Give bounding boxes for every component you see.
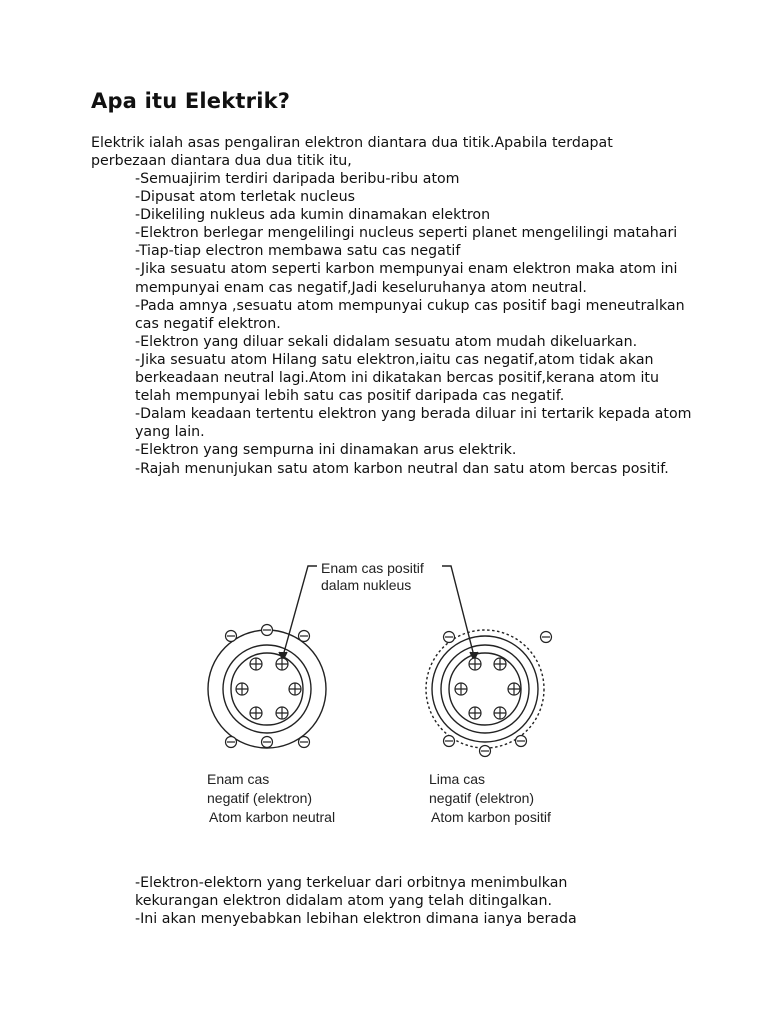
caption-right-line3: Atom karbon positif	[431, 809, 551, 825]
list-item: -Dikeliling nukleus ada kumin dinamakan elektron	[135, 207, 491, 224]
caption-right-line1: Lima cas	[429, 771, 486, 787]
list-item: -Pada amnya ,sesuatu atom mempunyai cukup cas positif bagi meneutralkan cas negatif elektron.	[135, 297, 685, 332]
proton-group-left	[236, 658, 301, 719]
electron-icon	[262, 625, 273, 636]
list-item: -Tiap-tiap electron membawa satu cas negatif	[135, 243, 461, 260]
intro-paragraph: Elektrik ialah asas pengaliran elektron diantara dua titik.Apabila terdapat perbezaan diantara dua dua titik itu,	[91, 135, 613, 169]
page-title: Apa itu Elektrik?	[91, 89, 291, 113]
list-item: -Dipusat atom terletak nucleus	[135, 189, 356, 206]
list-item: -Elektron yang sempurna ini dinamakan arus elektrik.	[135, 442, 517, 459]
list-item: -Jika sesuatu atom seperti karbon mempunyai enam elektron maka atom ini mempunyai enam cas negatif,Jadi keseluruhanya atom neutral.	[135, 261, 678, 296]
proton-icon	[494, 707, 506, 719]
proton-icon	[276, 658, 288, 670]
proton-icon	[494, 658, 506, 670]
electron-icon	[480, 746, 491, 757]
proton-icon	[455, 683, 467, 695]
list-item: -Semuajirim terdiri daripada beribu-ribu atom	[135, 171, 460, 187]
electron-icon	[226, 631, 237, 642]
proton-icon	[469, 707, 481, 719]
proton-icon	[236, 683, 248, 695]
proton-icon	[250, 658, 262, 670]
proton-group-right	[455, 658, 520, 719]
list-item: -Elektron yang diluar sekali didalam sesuatu atom mudah dikeluarkan.	[135, 333, 638, 350]
atom-karbon-positif	[426, 630, 544, 748]
atom-karbon-neutral	[208, 630, 326, 748]
list-item: -Elektron berlegar mengelilingi nucleus seperti planet mengelilingi matahari	[135, 225, 678, 242]
closing-list	[135, 874, 655, 928]
callout-arrow-left	[283, 566, 317, 656]
proton-icon	[508, 683, 520, 695]
list-item: -Jika sesuatu atom Hilang satu elektron,iaitu cas negatif,atom tidak akan berkeadaan neutral lagi.Atom ini dikatakan bercas positif,kerana atom itu telah mempunyai lebih satu cas positif daripada cas negatif.	[135, 351, 659, 405]
list-item: -Rajah menunjukan satu atom karbon neutral dan satu atom bercas positif.	[135, 460, 669, 477]
list-item: -Elektron-elektorn yang terkeluar dari orbitnya menimbulkan kekurangan elektron didalam atom yang telah ditingalkan.	[135, 875, 568, 910]
callout-label-line2: dalam nukleus	[321, 577, 412, 593]
proton-icon	[250, 707, 262, 719]
caption-left-line1: Enam cas	[207, 771, 270, 787]
electron-icon	[516, 736, 527, 747]
electron-icon	[444, 736, 455, 747]
electron-icon	[299, 737, 310, 748]
list-item: -Ini akan menyebabkan lebihan elektron dimana ianya berada	[135, 911, 577, 928]
list-item: -Dalam keadaan tertentu elektron yang berada diluar ini tertarik kepada atom yang lain.	[135, 406, 692, 441]
caption-left-line2: negatif (elektron)	[207, 790, 313, 806]
proton-icon	[289, 683, 301, 695]
proton-icon	[469, 658, 481, 670]
caption-right-line2: negatif (elektron)	[429, 790, 535, 806]
caption-left-line3: Atom karbon neutral	[209, 809, 336, 825]
electron-icon	[541, 632, 552, 643]
electron-icon	[226, 737, 237, 748]
electron-icon	[444, 632, 455, 643]
proton-icon	[276, 707, 288, 719]
electron-icon	[299, 631, 310, 642]
points-list	[135, 170, 695, 478]
callout-label-line1: Enam cas positif	[321, 560, 424, 576]
atom-diagram	[190, 555, 590, 835]
electron-icon	[262, 737, 273, 748]
